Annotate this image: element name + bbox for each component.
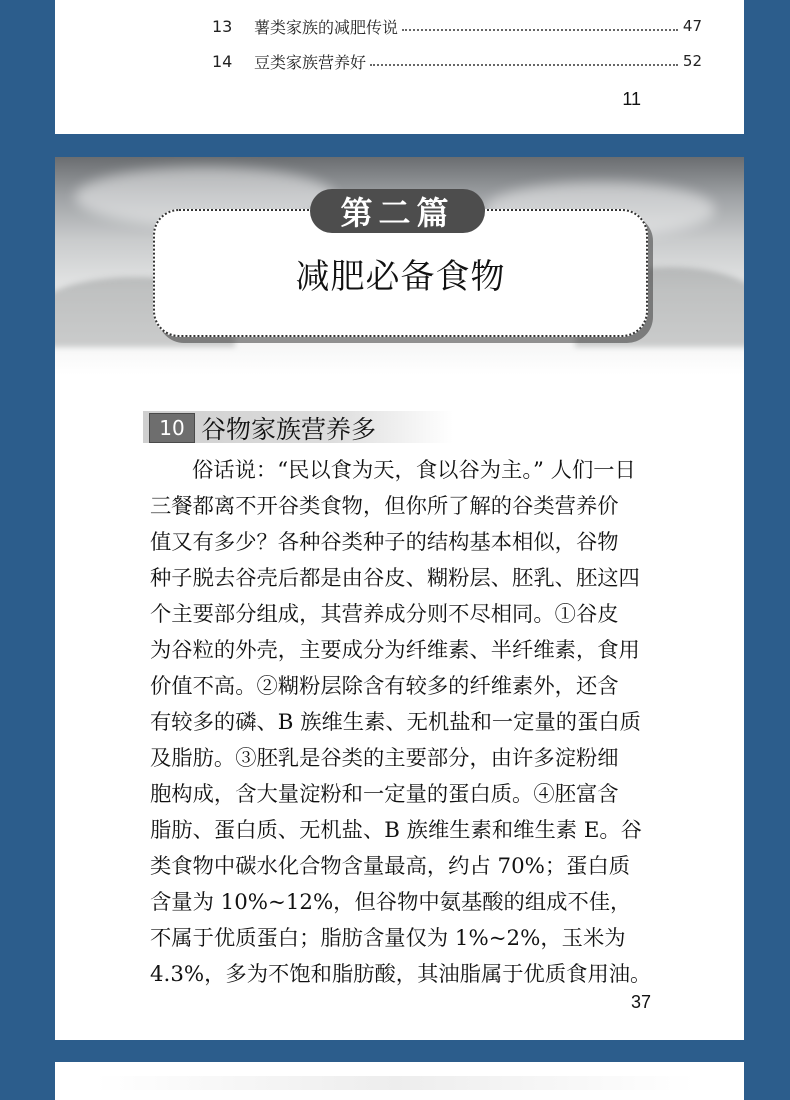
text-line: 类食物中碳水化合物含量最高，约占 70%；蛋白质 [150, 854, 631, 879]
text-line: 为谷粒的外壳，主要成分为纤维素、半纤维素，食用 [150, 638, 640, 663]
text-line: 及脂肪。③胚乳是谷类的主要部分，由许多淀粉细 [150, 746, 619, 771]
part-label-badge: 第二篇 [310, 189, 485, 233]
text-line: 个主要部分组成，其营养成分则不尽相同。①谷皮 [150, 602, 619, 627]
text-line: 值又有多少？各种谷类种子的结构基本相似，谷物 [150, 530, 619, 555]
toc-entry-title: 薯类家族的减肥传说 [254, 17, 399, 37]
page-number: 11 [622, 89, 641, 109]
toc-entry-page: 47 [682, 17, 702, 35]
current-page [55, 157, 744, 1040]
text-line: 有较多的磷、B 族维生素、无机盐和一定量的蛋白质 [150, 710, 641, 735]
chapter-banner [55, 157, 744, 375]
text-line: 胞构成，含大量淀粉和一定量的蛋白质。④胚富含 [150, 782, 619, 807]
text-line: 俗话说：“民以食为天，食以谷为主。” 人们一日 [192, 458, 636, 483]
text-line: 种子脱去谷壳后都是由谷皮、糊粉层、胚乳、胚这四 [150, 566, 640, 591]
text-line: 脂肪、蛋白质、无机盐、B 族维生素和维生素 E。谷 [150, 818, 642, 843]
page-number: 37 [630, 992, 651, 1012]
toc-entry-number: 14 [212, 51, 233, 71]
section-title: 谷物家族营养多 [201, 415, 377, 444]
chapter-title: 减肥必备食物 [295, 257, 506, 297]
toc-entry-title: 豆类家族营养好 [254, 52, 367, 72]
toc-entry [212, 48, 702, 74]
next-page [55, 1062, 744, 1100]
toc-entry [212, 13, 702, 39]
text-line: 不属于优质蛋白；脂肪含量仅为 1%~2%，玉米为 [150, 926, 626, 951]
toc-leader-dots [402, 29, 678, 31]
toc-entry-page: 52 [682, 52, 702, 70]
section-number: 10 [149, 413, 195, 443]
previous-page [55, 0, 744, 134]
toc-leader-dots [370, 64, 678, 66]
toc-entry-number: 13 [212, 16, 233, 36]
text-line: 含量为 10%~12%，但谷物中氨基酸的组成不佳， [150, 890, 632, 915]
bleed-through-text [95, 1076, 695, 1090]
text-line: 价值不高。②糊粉层除含有较多的纤维素外，还含 [150, 674, 619, 699]
text-line: 4.3%，多为不饱和脂肪酸，其油脂属于优质食用油。 [150, 962, 652, 987]
body-paragraph [150, 453, 710, 993]
text-line: 三餐都离不开谷类食物，但你所了解的谷类营养价 [150, 494, 619, 519]
